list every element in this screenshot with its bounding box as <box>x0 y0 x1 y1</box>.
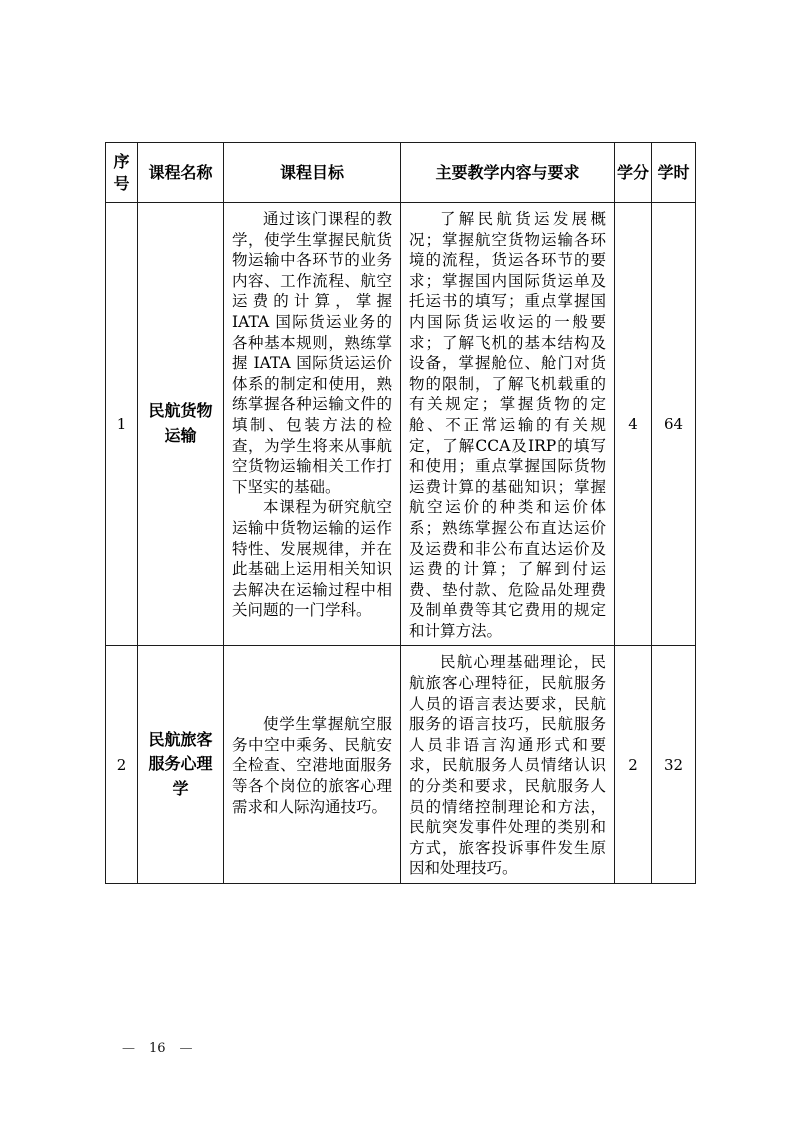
row2-credits: 2 <box>615 646 652 884</box>
row2-index: 2 <box>106 646 138 884</box>
table-row <box>106 203 696 646</box>
row1-objectives-paragraph-2: 本课程为研究航空运输中货物运输的运作特性、发展规律，并在此基础上运用相关知识去解决在运输过程中相关问题的一门学科。 <box>232 498 392 620</box>
row1-index: 1 <box>106 203 138 646</box>
course-table <box>105 142 696 884</box>
header-index: 序号 <box>106 143 138 203</box>
row1-credits: 4 <box>615 203 652 646</box>
page-footer <box>122 1041 193 1056</box>
row2-content <box>401 646 615 884</box>
row1-objectives-paragraph-1: 通过该门课程的教学，使学生掌握民航货物运输中各环节的业务内容、工作流程、航空运费的计算，掌握 IATA 国际货运业务的各种基本规则，熟练掌握 IATA 国际货运运价体系的制定和使用，熟练掌握各种运输文件的填制、包装方法的检查，为学生将来从事航空货物运输相关工作打下坚实的基础。 <box>232 210 392 496</box>
footer-page-number: 16 <box>149 1041 166 1056</box>
row1-content-paragraph: 了解民航货运发展概况；掌握航空货物运输各环境的流程，货运各环节的要求；掌握国内国际货运单及托运书的填写；重点掌握国内国际货运收运的一般要求；了解飞机的基本结构及设备，掌握舱位、舱门对货物的限制，了解飞机载重的有关规定；掌握货物的定舱、不正常运输的有关规定，了解CCA及IRP的填写和使用；重点掌握国际货物运费计算的基础知识；掌握航空运价的种类和运价体系；熟练掌握公布直达运价及运费和非公布直达运价及运费的计算；了解到付运费、垫付款、危险品处理费及制单费等其它费用的规定和计算方法。 <box>409 210 606 640</box>
header-content: 主要教学内容与要求 <box>401 143 615 203</box>
row1-hours: 64 <box>652 203 696 646</box>
row1-content <box>401 203 615 646</box>
row2-objectives <box>224 646 401 884</box>
table-row <box>106 646 696 884</box>
row1-objectives <box>224 203 401 646</box>
table-header-row <box>106 143 696 203</box>
row2-content-paragraph: 民航心理基础理论，民航旅客心理特征，民航服务人员的语言表达要求，民航服务的语言技巧，民航服务人员非语言沟通形式和要求，民航服务人员情绪认识的分类和要求，民航服务人员的情绪控制理论和方法，民航突发事件处理的类别和方式，旅客投诉事件发生原因和处理技巧。 <box>409 653 606 878</box>
header-hours: 学时 <box>652 143 696 203</box>
header-credits: 学分 <box>615 143 652 203</box>
row2-course-name: 民航旅客服务心理学 <box>138 646 224 884</box>
row2-objectives-paragraph-1: 使学生掌握航空服务中空中乘务、民航安全检查、空港地面服务等各个岗位的旅客心理需求和人际沟通技巧。 <box>232 715 392 816</box>
header-objectives: 课程目标 <box>224 143 401 203</box>
footer-dash-left: — <box>122 1041 135 1056</box>
header-course-name: 课程名称 <box>138 143 224 203</box>
row2-hours: 32 <box>652 646 696 884</box>
footer-dash-right: — <box>179 1041 193 1056</box>
row1-course-name: 民航货物运输 <box>138 203 224 646</box>
